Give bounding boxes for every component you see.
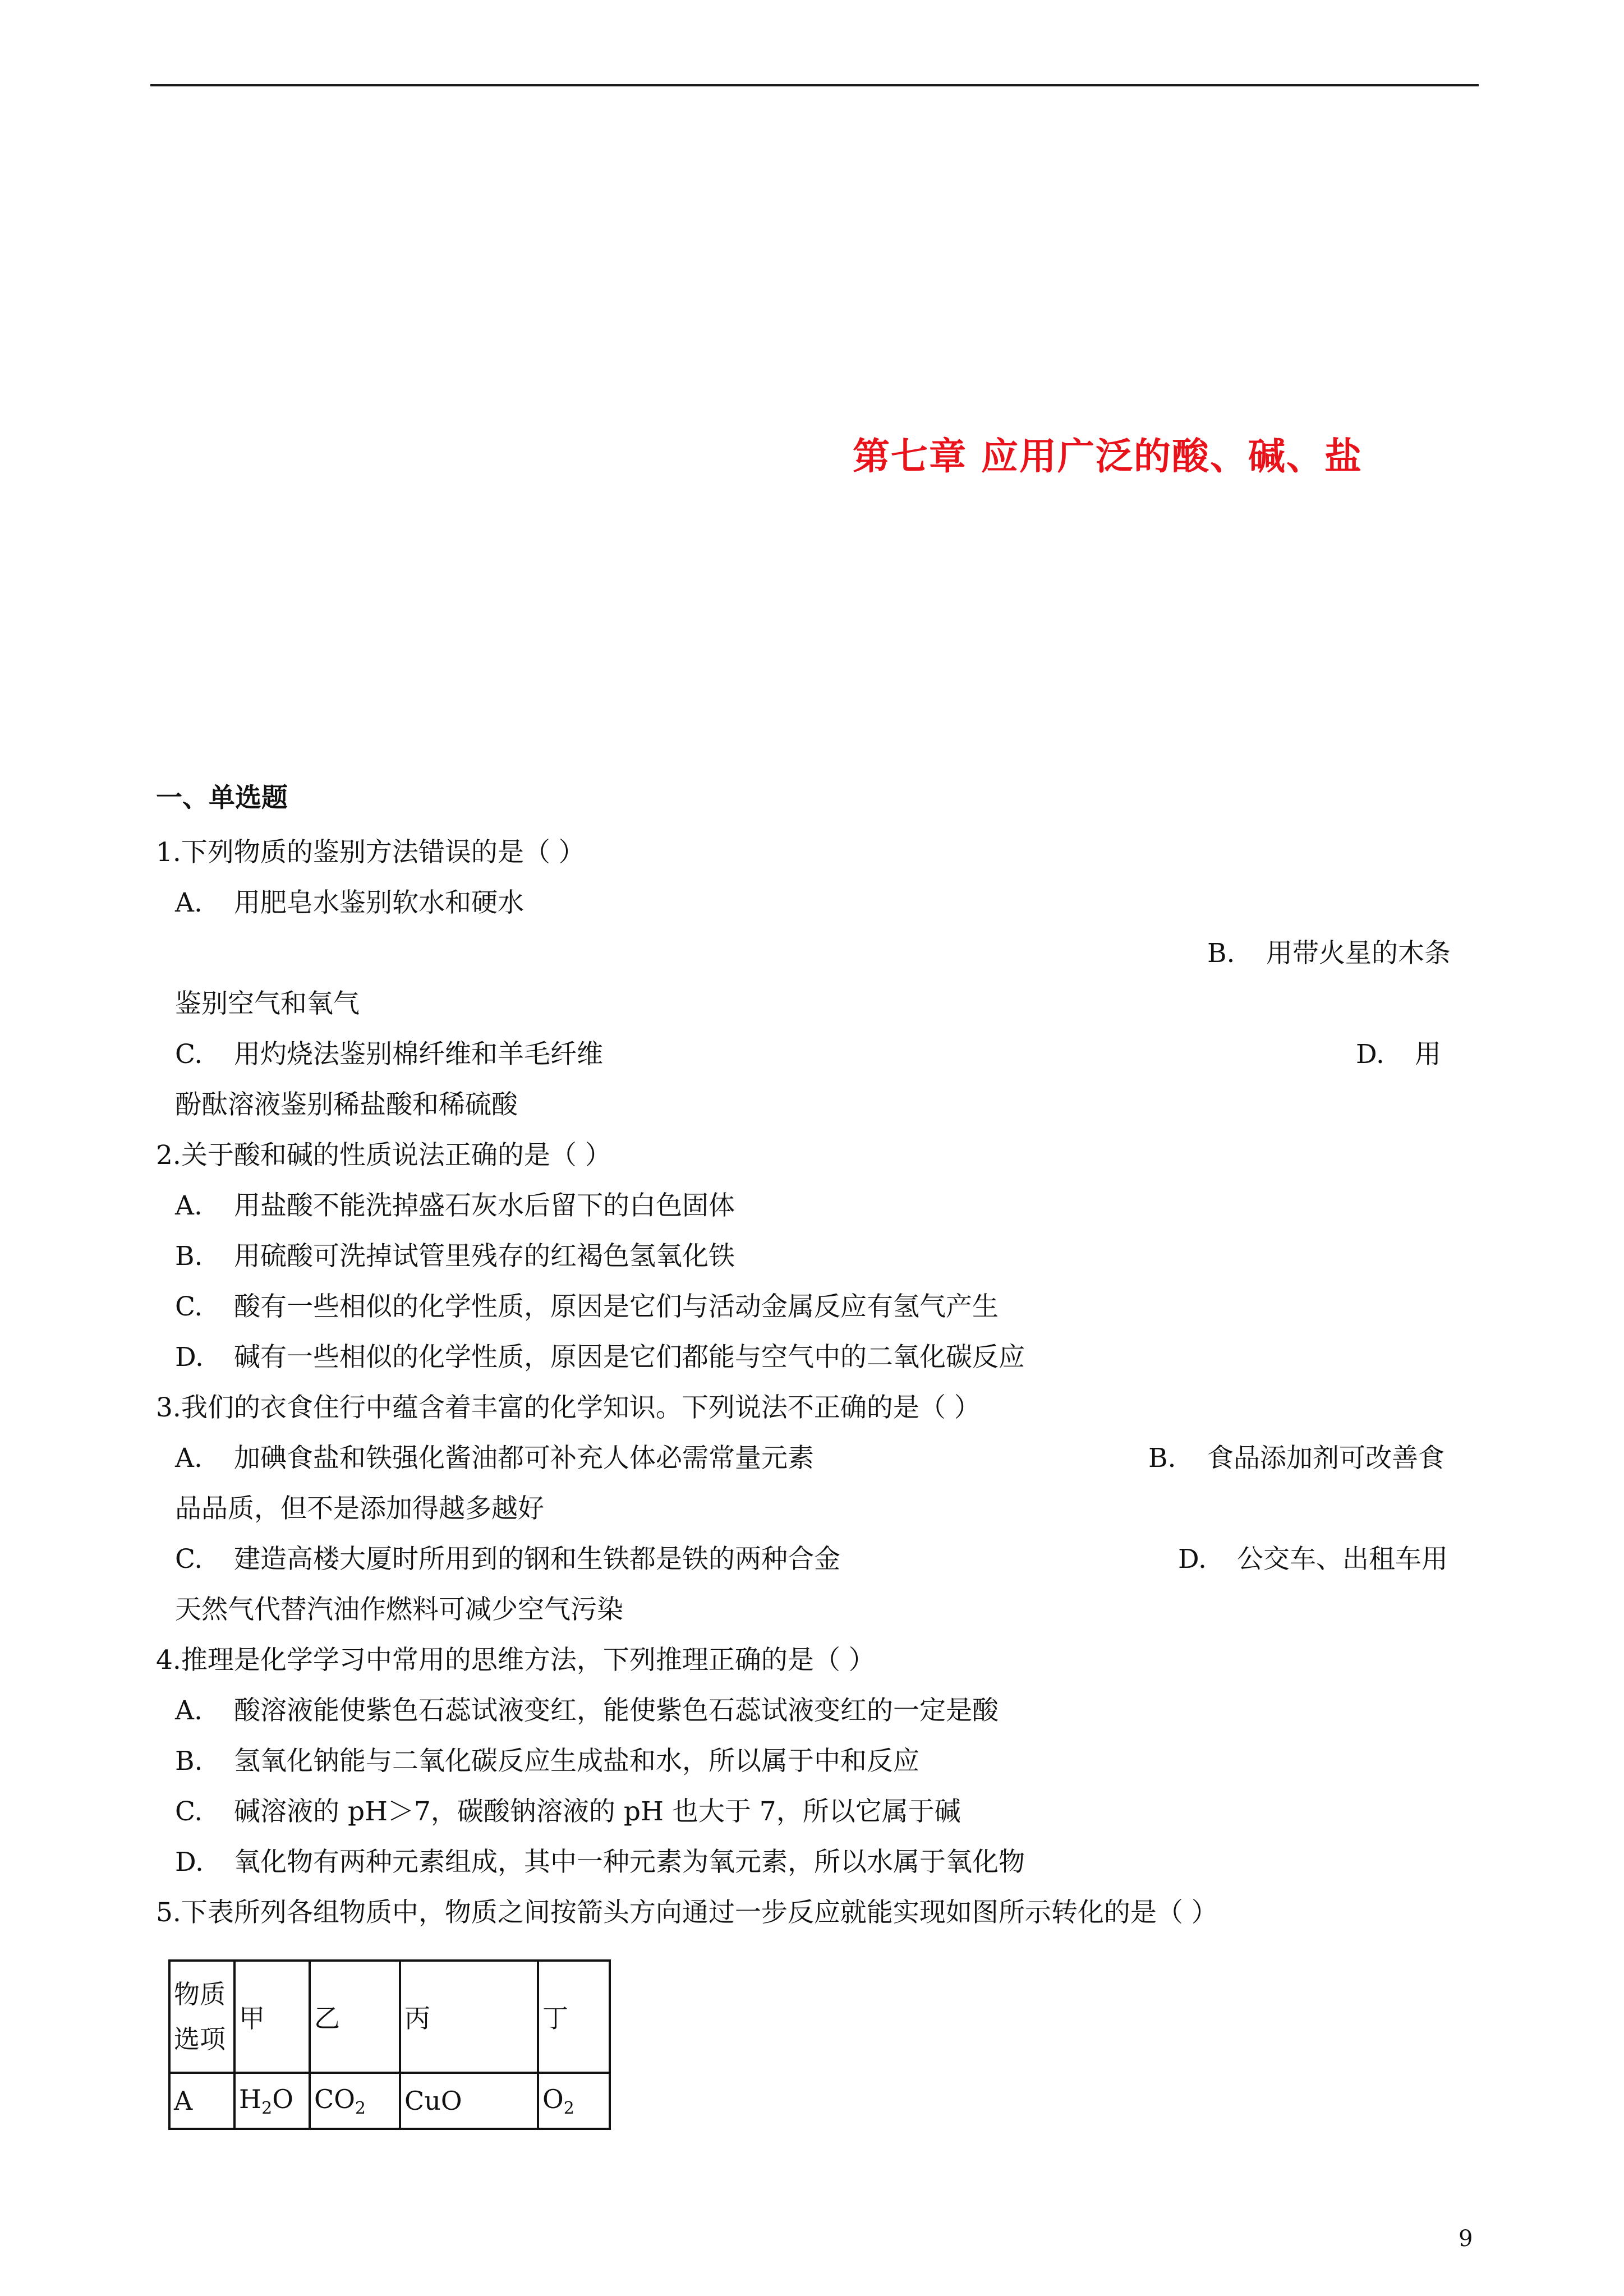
- question-3-option-d-cont: 天然气代替汽油作燃料可减少空气污染: [175, 1594, 623, 1625]
- option-text: 用肥皂水鉴别软水和硬水: [234, 887, 524, 918]
- option-text: 公交车、出租车用: [1237, 1544, 1448, 1575]
- table-row: [169, 2073, 610, 2129]
- question-1-option-b: [1207, 937, 1451, 970]
- question-2-option-c: [175, 1290, 999, 1324]
- option-key: C.: [175, 1544, 203, 1575]
- option-key: D.: [175, 1342, 204, 1373]
- formula-subscript: 2: [261, 2098, 273, 2118]
- formula-subscript: 2: [563, 2098, 574, 2118]
- header-line: 物质: [174, 1979, 226, 2009]
- option-text: 碱有一些相似的化学性质，原因是它们都能与空气中的二氧化碳反应: [234, 1342, 1025, 1373]
- option-text: 食品添加剂可改善食: [1207, 1443, 1444, 1474]
- question-1-option-d-cont: 酚酞溶液鉴别稀盐酸和稀硫酸: [175, 1089, 518, 1120]
- option-key: B.: [175, 1746, 203, 1777]
- option-key: B.: [175, 1241, 203, 1272]
- option-text: 氧化物有两种元素组成，其中一种元素为氧元素，所以水属于氧化物: [234, 1847, 1025, 1878]
- question-2-stem: 2.关于酸和碱的性质说法正确的是（ ）: [156, 1140, 611, 1171]
- table-header-cell: 丙: [400, 1961, 538, 2073]
- question-1-option-c: [175, 1038, 603, 1071]
- page-number: 9: [1459, 2226, 1473, 2252]
- table-header-cell: 甲: [234, 1961, 310, 2073]
- formula-part: O: [272, 2083, 293, 2114]
- option-text: 用硫酸可洗掉试管里残存的红褐色氢氧化铁: [234, 1241, 735, 1272]
- table-header-cell: 乙: [310, 1961, 400, 2073]
- option-text: 用带火星的木条: [1266, 938, 1451, 969]
- option-text: 用灼烧法鉴别棉纤维和羊毛纤维: [234, 1039, 603, 1070]
- table-cell: CuO: [400, 2073, 538, 2129]
- question-3-option-d: [1178, 1543, 1448, 1576]
- option-key: C.: [175, 1796, 203, 1827]
- option-text: 酸溶液能使紫色石蕊试液变红，能使紫色石蕊试液变红的一定是酸: [234, 1695, 999, 1726]
- option-key: A.: [175, 887, 203, 918]
- question-3-option-a: [175, 1442, 814, 1475]
- question-2-option-a: [175, 1189, 735, 1223]
- option-key: A.: [175, 1443, 203, 1474]
- option-text: 建造高楼大厦时所用到的钢和生铁都是铁的两种合金: [234, 1544, 840, 1575]
- option-key: A.: [175, 1695, 203, 1726]
- question-2-option-b: [175, 1240, 735, 1273]
- option-text: 氢氧化钠能与二氧化碳反应生成盐和水，所以属于中和反应: [234, 1746, 919, 1777]
- table-header-cell: 丁: [538, 1961, 610, 2073]
- question-4-option-a: [175, 1694, 999, 1728]
- question-5-table: [168, 1959, 611, 2130]
- section-heading: 一、单选题: [156, 783, 288, 813]
- option-text: 酸有一些相似的化学性质，原因是它们与活动金属反应有氢气产生: [234, 1291, 999, 1322]
- table-cell: [538, 2073, 610, 2129]
- question-1-option-d: [1356, 1038, 1441, 1071]
- question-1-option-a: [175, 886, 524, 920]
- table-header-row: [169, 1961, 610, 2073]
- table-cell: [234, 2073, 310, 2129]
- formula-subscript: 2: [355, 2098, 366, 2118]
- question-3-option-c: [175, 1543, 840, 1576]
- formula-part: H: [239, 2083, 262, 2114]
- option-key: C.: [175, 1039, 203, 1070]
- option-key: D.: [1356, 1039, 1384, 1070]
- question-4-option-d: [175, 1846, 1025, 1879]
- option-text: 用盐酸不能洗掉盛石灰水后留下的白色固体: [234, 1190, 735, 1221]
- table-header-cell: [169, 1961, 234, 2073]
- option-text: 碱溶液的 pH＞7，碳酸钠溶液的 pH 也大于 7，所以它属于碱: [234, 1796, 961, 1827]
- option-key: D.: [175, 1847, 204, 1878]
- question-3-option-b-cont: 品品质，但不是添加得越多越好: [175, 1493, 544, 1524]
- option-key: B.: [1148, 1443, 1176, 1474]
- option-text: 加碘食盐和铁强化酱油都可补充人体必需常量元素: [234, 1443, 814, 1474]
- question-1-option-b-cont: 鉴别空气和氧气: [175, 988, 360, 1019]
- question-4-option-c: [175, 1795, 961, 1829]
- table-cell: A: [169, 2073, 234, 2129]
- question-4-option-b: [175, 1745, 919, 1778]
- option-key: A.: [175, 1190, 203, 1221]
- formula-part: CO: [314, 2083, 355, 2114]
- option-key: C.: [175, 1291, 203, 1322]
- formula-part: O: [542, 2083, 564, 2114]
- question-3-option-b: [1148, 1442, 1444, 1475]
- question-4-stem: 4.推理是化学学习中常用的思维方法，下列推理正确的是（ ）: [156, 1645, 875, 1676]
- option-key: D.: [1178, 1544, 1207, 1575]
- option-text: 用: [1415, 1039, 1441, 1070]
- question-5-stem: 5.下表所列各组物质中，物质之间按箭头方向通过一步反应就能实现如图所示转化的是（ ）: [156, 1897, 1218, 1928]
- chapter-title: 第七章 应用广泛的酸、碱、盐: [853, 435, 1363, 478]
- header-line: 选项: [174, 2024, 226, 2054]
- top-rule: [150, 84, 1479, 86]
- option-key: B.: [1207, 938, 1235, 969]
- table-cell: [310, 2073, 400, 2129]
- question-3-stem: 3.我们的衣食住行中蕴含着丰富的化学知识。下列说法不正确的是（ ）: [156, 1392, 981, 1423]
- question-2-option-d: [175, 1341, 1025, 1374]
- question-1-stem: 1.下列物质的鉴别方法错误的是（ ）: [156, 837, 585, 868]
